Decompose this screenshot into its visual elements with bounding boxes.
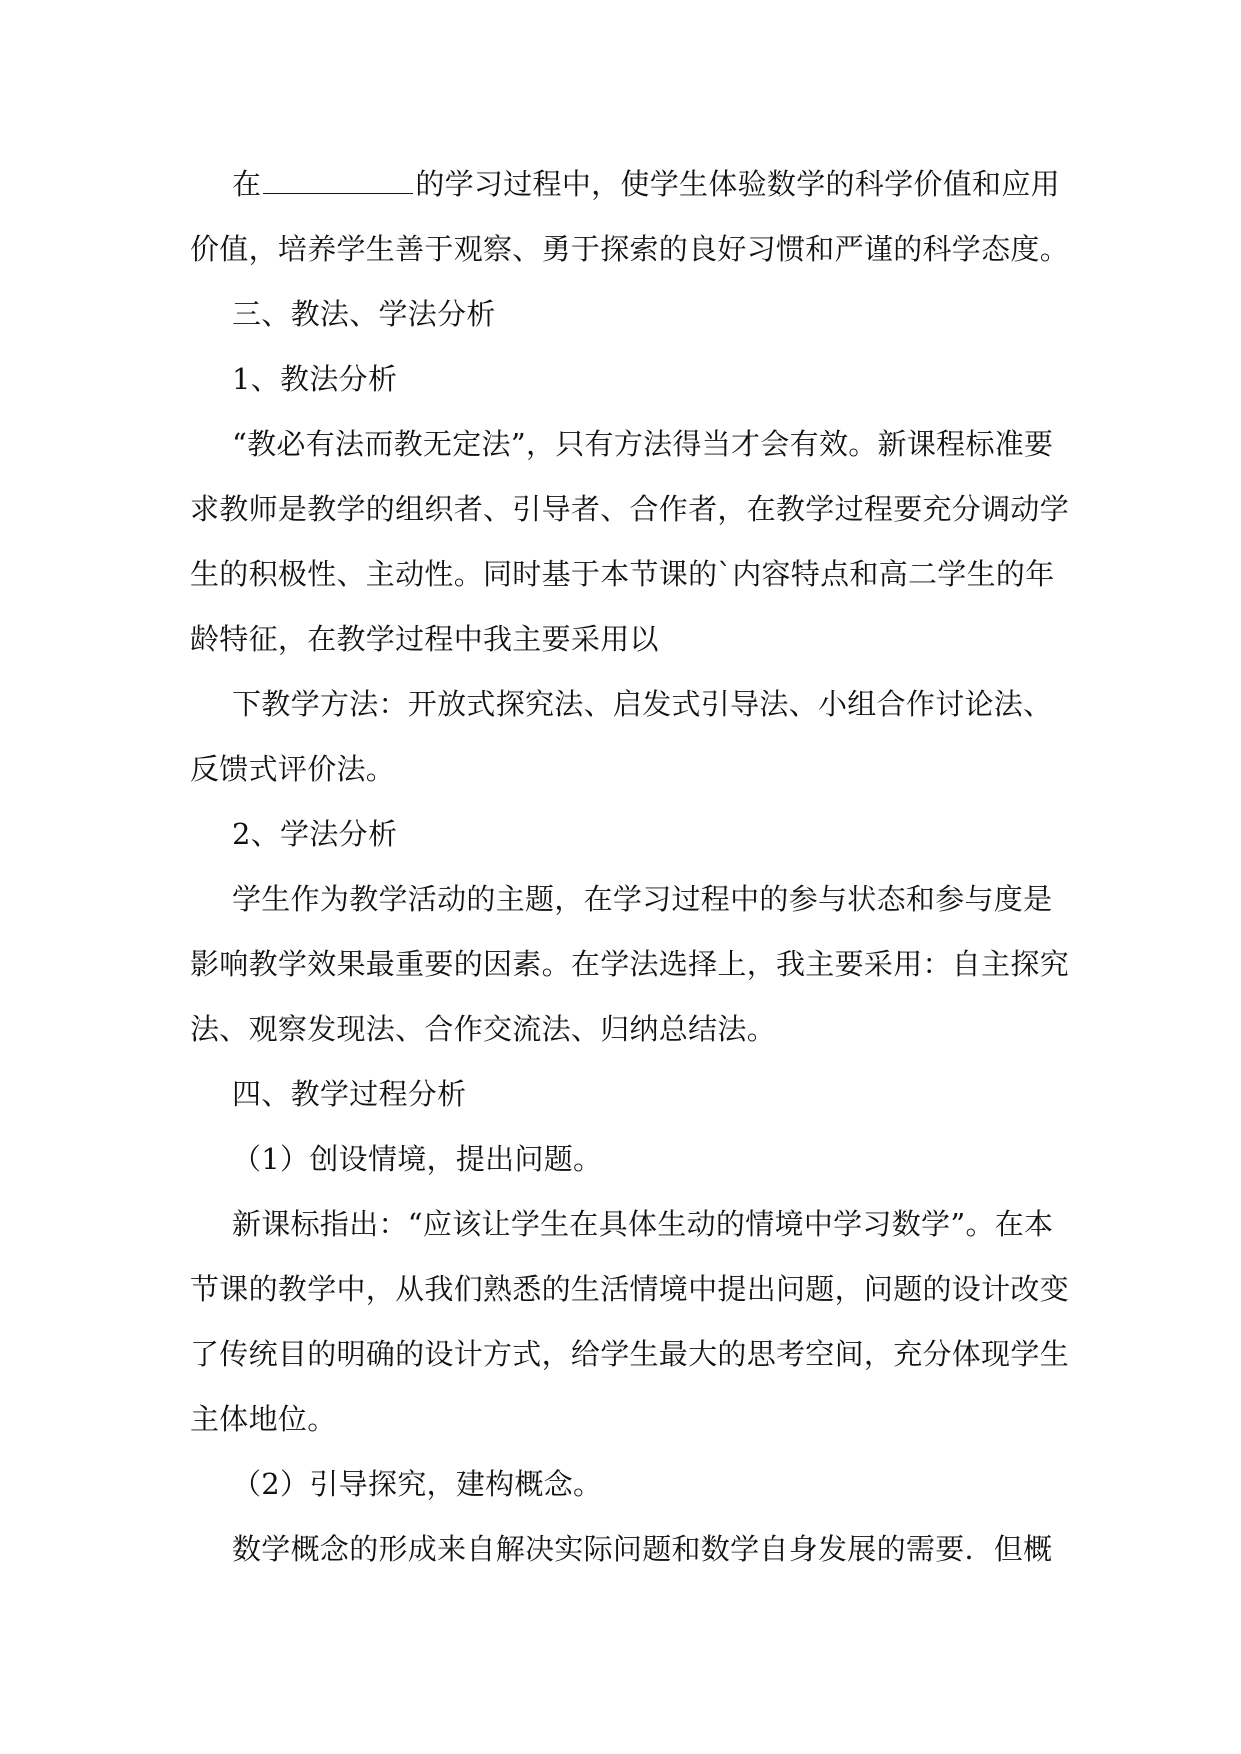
paragraph-learning-goal bbox=[190, 152, 1070, 282]
text-line: 新课标指出：“应该让学生在具体生动的情境中学习数学”。在本 bbox=[232, 1207, 1054, 1241]
subheading-learning-method: 2、学法分析 bbox=[232, 817, 398, 851]
text-line: 主体地位。 bbox=[190, 1402, 337, 1436]
section-heading-process: 四、教学过程分析 bbox=[232, 1077, 467, 1111]
text-line: 生的积极性、主动性。同时基于本节课的`内容特点和高二学生的年 bbox=[190, 557, 1055, 591]
text-line: 影响教学效果最重要的因素。在学法选择上，我主要采用：自主探究 bbox=[190, 947, 1070, 981]
text-line: 求教师是教学的组织者、引导者、合作者，在教学过程要充分调动学 bbox=[190, 492, 1070, 526]
text-prefix: 在 bbox=[232, 167, 262, 201]
fill-in-blank bbox=[263, 169, 413, 194]
text-line: 下教学方法：开放式探究法、启发式引导法、小组合作讨论法、 bbox=[232, 687, 1053, 721]
text-line: 节课的教学中，从我们熟悉的生活情境中提出问题，问题的设计改变 bbox=[190, 1272, 1070, 1306]
text-line: 的学习过程中，使学生体验数学的科学价值和应用 bbox=[415, 167, 1060, 201]
text-line: 反馈式评价法。 bbox=[190, 752, 396, 786]
paragraph-teaching-list bbox=[190, 672, 1060, 802]
document-body bbox=[190, 152, 1070, 1582]
text-line: 学生作为教学活动的主题，在学习过程中的参与状态和参与度是 bbox=[232, 882, 1053, 916]
subheading-teaching-method: 1、教法分析 bbox=[232, 362, 398, 396]
text-line: 价值，培养学生善于观察、勇于探索的良好习惯和严谨的科学态度。 bbox=[190, 232, 1070, 266]
paragraph-create-scenario bbox=[190, 1192, 1070, 1452]
text-line: “教必有法而教无定法”，只有方法得当才会有效。新课程标准要 bbox=[232, 427, 1054, 461]
subheading-guided-inquiry: （2）引导探究，建构概念。 bbox=[232, 1467, 603, 1501]
text-line: 数学概念的形成来自解决实际问题和数学自身发展的需要．但概 bbox=[232, 1532, 1053, 1566]
text-line: 龄特征，在教学过程中我主要采用以 bbox=[190, 622, 659, 656]
paragraph-guided-inquiry bbox=[190, 1517, 1060, 1582]
paragraph-learning-method bbox=[190, 867, 1070, 1062]
text-line: 了传统目的明确的设计方式，给学生最大的思考空间，充分体现学生 bbox=[190, 1337, 1070, 1371]
subheading-create-scenario: （1）创设情境，提出问题。 bbox=[232, 1142, 603, 1176]
section-heading-methods: 三、教法、学法分析 bbox=[232, 297, 496, 331]
text-line: 法、观察发现法、合作交流法、归纳总结法。 bbox=[190, 1012, 777, 1046]
paragraph-teaching-method bbox=[190, 412, 1070, 672]
